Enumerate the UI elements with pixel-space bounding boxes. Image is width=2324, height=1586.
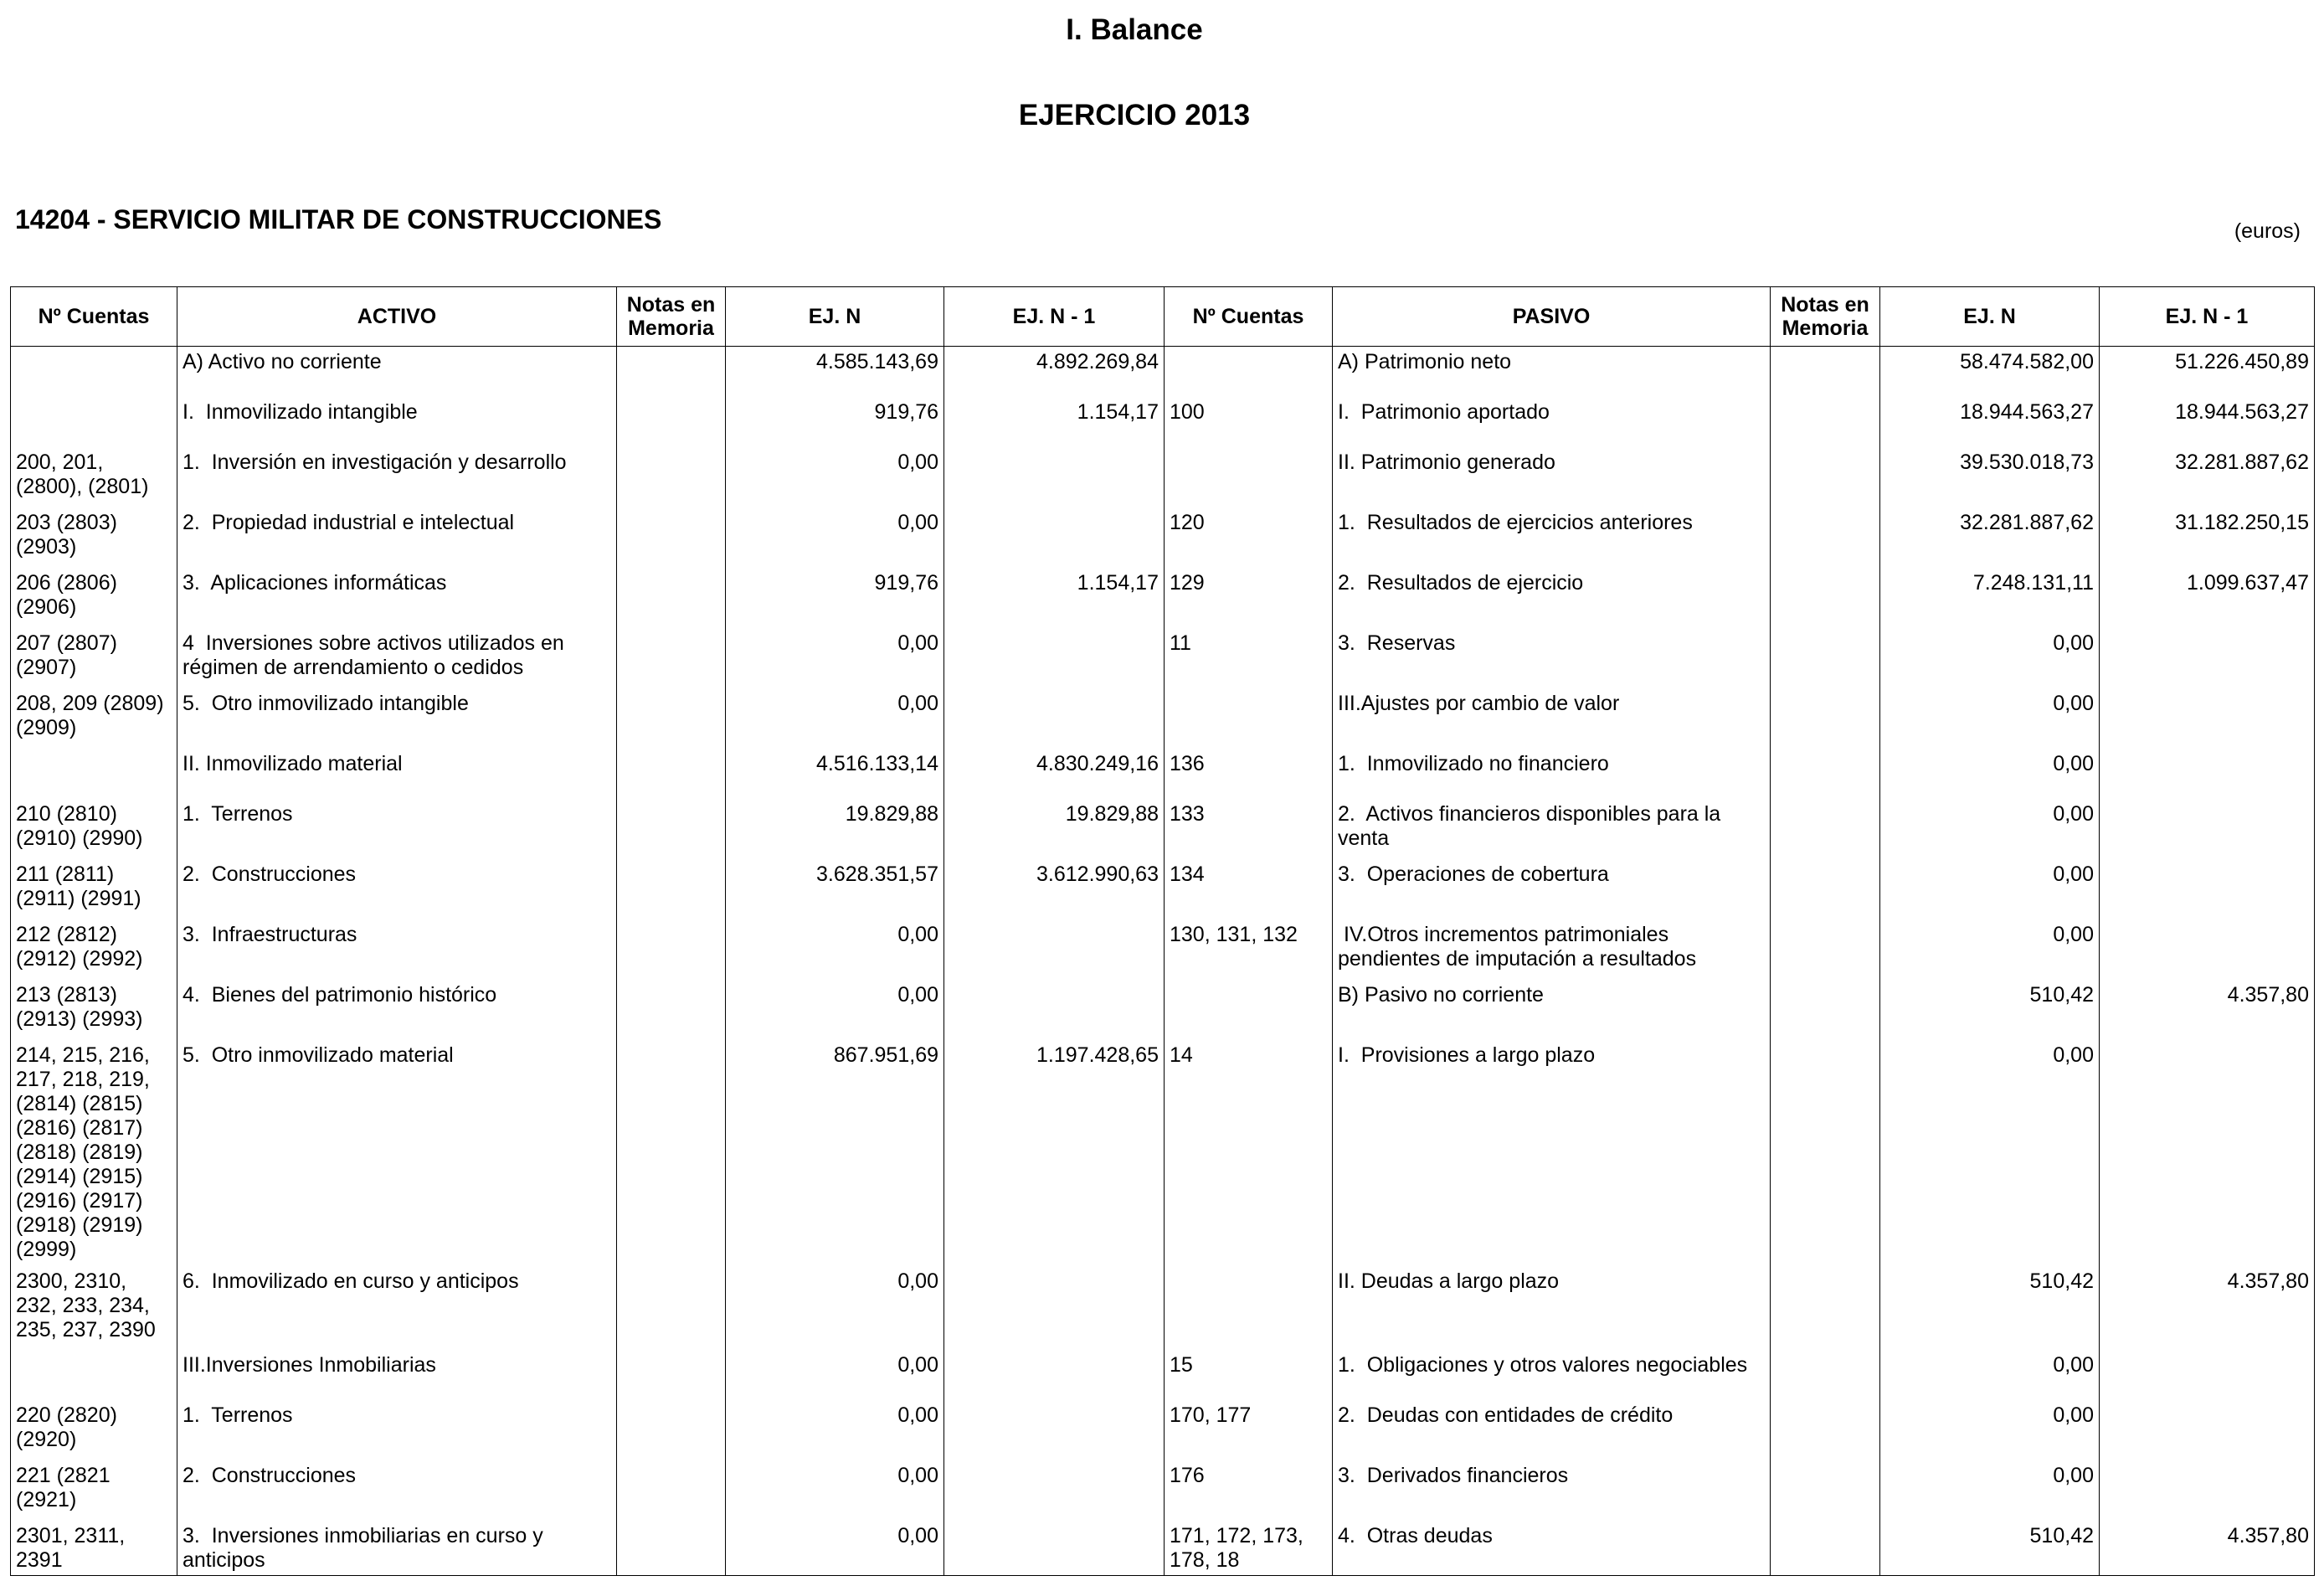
activo-ej-n1-cell xyxy=(944,1400,1165,1460)
activo-notas-cell xyxy=(617,859,726,919)
activo-notas-cell xyxy=(617,507,726,568)
balance-body xyxy=(11,347,2315,1576)
activo-cuentas-cell: 200, 201, (2800), (2801) xyxy=(11,447,177,507)
activo-cuentas-cell: 211 (2811) (2911) (2991) xyxy=(11,859,177,919)
pasivo-ej-n1-cell xyxy=(2100,799,2315,859)
pasivo-ej-n1-cell xyxy=(2100,1040,2315,1266)
pasivo-concepto-cell: IV.Otros incrementos patrimoniales pendientes de imputación a resultados xyxy=(1333,919,1771,980)
activo-concepto-cell: 4 Inversiones sobre activos utilizados en régimen de arrendamiento o cedidos xyxy=(177,628,617,688)
activo-notas-cell xyxy=(617,1400,726,1460)
pasivo-ej-n-cell: 7.248.131,11 xyxy=(1880,568,2100,628)
activo-concepto-cell: 2. Propiedad industrial e intelectual xyxy=(177,507,617,568)
pasivo-concepto-cell: B) Pasivo no corriente xyxy=(1333,980,1771,1040)
pasivo-ej-n-cell: 510,42 xyxy=(1880,980,2100,1040)
pasivo-notas-cell xyxy=(1771,1266,1880,1350)
activo-ej-n-cell: 867.951,69 xyxy=(726,1040,944,1266)
pasivo-cuentas-cell: 170, 177 xyxy=(1165,1400,1333,1460)
activo-notas-cell xyxy=(617,447,726,507)
activo-concepto-cell: 6. Inmovilizado en curso y anticipos xyxy=(177,1266,617,1350)
pasivo-notas-cell xyxy=(1771,507,1880,568)
pasivo-notas-cell xyxy=(1771,1521,1880,1576)
header-activo: ACTIVO xyxy=(177,287,617,347)
document-subtitle: EJERCICIO 2013 xyxy=(1018,99,1251,131)
activo-ej-n1-cell xyxy=(944,1266,1165,1350)
header-activo-ej-n1: EJ. N - 1 xyxy=(944,287,1165,347)
activo-cuentas-cell: 2301, 2311, 2391 xyxy=(11,1521,177,1576)
table-row xyxy=(11,859,2315,919)
pasivo-ej-n1-cell: 1.099.637,47 xyxy=(2100,568,2315,628)
activo-concepto-cell: 5. Otro inmovilizado intangible xyxy=(177,688,617,749)
activo-cuentas-cell: 206 (2806) (2906) xyxy=(11,568,177,628)
pasivo-concepto-cell: 2. Activos financieros disponibles para la venta xyxy=(1333,799,1771,859)
activo-ej-n-cell: 0,00 xyxy=(726,688,944,749)
pasivo-cuentas-cell: 176 xyxy=(1165,1460,1333,1521)
activo-notas-cell xyxy=(617,919,726,980)
pasivo-ej-n-cell: 510,42 xyxy=(1880,1521,2100,1576)
activo-concepto-cell: 5. Otro inmovilizado material xyxy=(177,1040,617,1266)
activo-cuentas-cell: 208, 209 (2809) (2909) xyxy=(11,688,177,749)
pasivo-ej-n1-cell: 51.226.450,89 xyxy=(2100,347,2315,397)
pasivo-ej-n1-cell xyxy=(2100,919,2315,980)
entity-name: 14204 - SERVICIO MILITAR DE CONSTRUCCIONES xyxy=(15,204,662,234)
pasivo-cuentas-cell: 120 xyxy=(1165,507,1333,568)
pasivo-notas-cell xyxy=(1771,1400,1880,1460)
activo-ej-n-cell: 0,00 xyxy=(726,628,944,688)
pasivo-notas-cell xyxy=(1771,1460,1880,1521)
table-row xyxy=(11,1266,2315,1350)
currency-units: (euros) xyxy=(2234,219,2301,243)
activo-ej-n1-cell xyxy=(944,1350,1165,1400)
pasivo-notas-cell xyxy=(1771,397,1880,447)
activo-cuentas-cell: 214, 215, 216, 217, 218, 219, (2814) (2815) (2816) (2817) (2818) (2819) (2914) (2915) (2916) (2917) (2918) (2919) (2999) xyxy=(11,1040,177,1266)
pasivo-concepto-cell: A) Patrimonio neto xyxy=(1333,347,1771,397)
table-row xyxy=(11,1040,2315,1266)
pasivo-ej-n-cell: 0,00 xyxy=(1880,799,2100,859)
pasivo-cuentas-cell xyxy=(1165,347,1333,397)
activo-ej-n1-cell xyxy=(944,628,1165,688)
pasivo-ej-n-cell: 0,00 xyxy=(1880,859,2100,919)
pasivo-ej-n1-cell xyxy=(2100,1400,2315,1460)
table-row xyxy=(11,980,2315,1040)
pasivo-ej-n1-cell: 31.182.250,15 xyxy=(2100,507,2315,568)
activo-concepto-cell: 1. Inversión en investigación y desarrollo xyxy=(177,447,617,507)
header-pasivo: PASIVO xyxy=(1333,287,1771,347)
pasivo-ej-n-cell: 0,00 xyxy=(1880,628,2100,688)
activo-ej-n-cell: 0,00 xyxy=(726,980,944,1040)
activo-notas-cell xyxy=(617,397,726,447)
activo-ej-n-cell: 0,00 xyxy=(726,919,944,980)
pasivo-cuentas-cell: 171, 172, 173, 178, 18 xyxy=(1165,1521,1333,1576)
pasivo-notas-cell xyxy=(1771,447,1880,507)
activo-ej-n-cell: 4.585.143,69 xyxy=(726,347,944,397)
activo-ej-n1-cell: 19.829,88 xyxy=(944,799,1165,859)
activo-ej-n-cell: 19.829,88 xyxy=(726,799,944,859)
pasivo-cuentas-cell: 100 xyxy=(1165,397,1333,447)
activo-ej-n-cell: 0,00 xyxy=(726,1460,944,1521)
activo-notas-cell xyxy=(617,799,726,859)
activo-ej-n1-cell xyxy=(944,1460,1165,1521)
activo-cuentas-cell xyxy=(11,397,177,447)
pasivo-ej-n-cell: 0,00 xyxy=(1880,919,2100,980)
pasivo-cuentas-cell xyxy=(1165,688,1333,749)
pasivo-ej-n1-cell xyxy=(2100,688,2315,749)
activo-ej-n-cell: 0,00 xyxy=(726,447,944,507)
header-pasivo-ej-n: EJ. N xyxy=(1880,287,2100,347)
pasivo-ej-n-cell: 32.281.887,62 xyxy=(1880,507,2100,568)
activo-concepto-cell: 3. Aplicaciones informáticas xyxy=(177,568,617,628)
activo-concepto-cell: 3. Infraestructuras xyxy=(177,919,617,980)
activo-ej-n1-cell: 4.830.249,16 xyxy=(944,749,1165,799)
pasivo-notas-cell xyxy=(1771,1350,1880,1400)
activo-notas-cell xyxy=(617,1350,726,1400)
table-row xyxy=(11,688,2315,749)
pasivo-notas-cell xyxy=(1771,859,1880,919)
activo-concepto-cell: III.Inversiones Inmobiliarias xyxy=(177,1350,617,1400)
pasivo-cuentas-cell: 136 xyxy=(1165,749,1333,799)
activo-ej-n-cell: 3.628.351,57 xyxy=(726,859,944,919)
activo-concepto-cell: A) Activo no corriente xyxy=(177,347,617,397)
pasivo-ej-n-cell: 39.530.018,73 xyxy=(1880,447,2100,507)
pasivo-notas-cell xyxy=(1771,347,1880,397)
pasivo-cuentas-cell: 134 xyxy=(1165,859,1333,919)
header-pasivo-ej-n1: EJ. N - 1 xyxy=(2100,287,2315,347)
pasivo-ej-n1-cell xyxy=(2100,1350,2315,1400)
activo-ej-n1-cell: 1.154,17 xyxy=(944,397,1165,447)
activo-ej-n-cell: 0,00 xyxy=(726,1521,944,1576)
pasivo-cuentas-cell xyxy=(1165,980,1333,1040)
pasivo-ej-n1-cell: 18.944.563,27 xyxy=(2100,397,2315,447)
activo-ej-n-cell: 4.516.133,14 xyxy=(726,749,944,799)
activo-concepto-cell: 4. Bienes del patrimonio histórico xyxy=(177,980,617,1040)
pasivo-notas-cell xyxy=(1771,919,1880,980)
activo-ej-n1-cell: 1.154,17 xyxy=(944,568,1165,628)
activo-ej-n1-cell xyxy=(944,1521,1165,1576)
table-row xyxy=(11,749,2315,799)
table-row xyxy=(11,799,2315,859)
activo-concepto-cell: 1. Terrenos xyxy=(177,1400,617,1460)
activo-cuentas-cell: 2300, 2310, 232, 233, 234, 235, 237, 2390 xyxy=(11,1266,177,1350)
table-row xyxy=(11,1350,2315,1400)
table-row xyxy=(11,347,2315,397)
pasivo-notas-cell xyxy=(1771,980,1880,1040)
table-row xyxy=(11,397,2315,447)
header-row xyxy=(11,287,2315,347)
pasivo-ej-n-cell: 18.944.563,27 xyxy=(1880,397,2100,447)
activo-cuentas-cell xyxy=(11,1350,177,1400)
pasivo-ej-n1-cell xyxy=(2100,859,2315,919)
activo-notas-cell xyxy=(617,1521,726,1576)
activo-cuentas-cell xyxy=(11,749,177,799)
table-row xyxy=(11,1521,2315,1576)
pasivo-cuentas-cell: 11 xyxy=(1165,628,1333,688)
activo-ej-n1-cell xyxy=(944,507,1165,568)
table-row xyxy=(11,1460,2315,1521)
activo-notas-cell xyxy=(617,749,726,799)
pasivo-ej-n-cell: 0,00 xyxy=(1880,1040,2100,1266)
pasivo-notas-cell xyxy=(1771,799,1880,859)
pasivo-concepto-cell: 3. Derivados financieros xyxy=(1333,1460,1771,1521)
activo-cuentas-cell: 220 (2820) (2920) xyxy=(11,1400,177,1460)
pasivo-ej-n-cell: 58.474.582,00 xyxy=(1880,347,2100,397)
pasivo-ej-n-cell: 0,00 xyxy=(1880,688,2100,749)
table-row xyxy=(11,447,2315,507)
pasivo-notas-cell xyxy=(1771,568,1880,628)
pasivo-concepto-cell: III.Ajustes por cambio de valor xyxy=(1333,688,1771,749)
activo-cuentas-cell: 207 (2807) (2907) xyxy=(11,628,177,688)
activo-notas-cell xyxy=(617,980,726,1040)
header-activo-notas: Notas en Memoria xyxy=(617,287,726,347)
pasivo-ej-n1-cell: 4.357,80 xyxy=(2100,1266,2315,1350)
pasivo-cuentas-cell xyxy=(1165,447,1333,507)
activo-ej-n1-cell: 3.612.990,63 xyxy=(944,859,1165,919)
pasivo-ej-n1-cell: 32.281.887,62 xyxy=(2100,447,2315,507)
activo-ej-n-cell: 0,00 xyxy=(726,1400,944,1460)
activo-cuentas-cell: 221 (2821 (2921) xyxy=(11,1460,177,1521)
header-pasivo-notas: Notas en Memoria xyxy=(1771,287,1880,347)
pasivo-cuentas-cell: 15 xyxy=(1165,1350,1333,1400)
header-activo-cuentas: Nº Cuentas xyxy=(11,287,177,347)
pasivo-concepto-cell: 2. Deudas con entidades de crédito xyxy=(1333,1400,1771,1460)
pasivo-concepto-cell: II. Deudas a largo plazo xyxy=(1333,1266,1771,1350)
activo-cuentas-cell xyxy=(11,347,177,397)
activo-concepto-cell: II. Inmovilizado material xyxy=(177,749,617,799)
activo-notas-cell xyxy=(617,347,726,397)
activo-concepto-cell: 2. Construcciones xyxy=(177,859,617,919)
table-row xyxy=(11,628,2315,688)
pasivo-ej-n-cell: 0,00 xyxy=(1880,749,2100,799)
pasivo-concepto-cell: 1. Resultados de ejercicios anteriores xyxy=(1333,507,1771,568)
activo-ej-n1-cell xyxy=(944,688,1165,749)
activo-notas-cell xyxy=(617,1040,726,1266)
activo-ej-n-cell: 0,00 xyxy=(726,507,944,568)
balance-table xyxy=(10,286,2315,1576)
pasivo-ej-n-cell: 510,42 xyxy=(1880,1266,2100,1350)
pasivo-notas-cell xyxy=(1771,749,1880,799)
pasivo-ej-n1-cell: 4.357,80 xyxy=(2100,980,2315,1040)
table-row xyxy=(11,1400,2315,1460)
pasivo-concepto-cell: 1. Inmovilizado no financiero xyxy=(1333,749,1771,799)
activo-cuentas-cell: 210 (2810) (2910) (2990) xyxy=(11,799,177,859)
pasivo-ej-n-cell: 0,00 xyxy=(1880,1400,2100,1460)
pasivo-cuentas-cell: 14 xyxy=(1165,1040,1333,1266)
pasivo-cuentas-cell: 130, 131, 132 xyxy=(1165,919,1333,980)
table-row xyxy=(11,507,2315,568)
pasivo-concepto-cell: 2. Resultados de ejercicio xyxy=(1333,568,1771,628)
pasivo-ej-n-cell: 0,00 xyxy=(1880,1460,2100,1521)
pasivo-ej-n-cell: 0,00 xyxy=(1880,1350,2100,1400)
pasivo-concepto-cell: 3. Reservas xyxy=(1333,628,1771,688)
activo-notas-cell xyxy=(617,628,726,688)
activo-ej-n1-cell xyxy=(944,919,1165,980)
activo-concepto-cell: 2. Construcciones xyxy=(177,1460,617,1521)
pasivo-cuentas-cell: 129 xyxy=(1165,568,1333,628)
activo-concepto-cell: 3. Inversiones inmobiliarias en curso y anticipos xyxy=(177,1521,617,1576)
activo-cuentas-cell: 213 (2813) (2913) (2993) xyxy=(11,980,177,1040)
activo-concepto-cell: I. Inmovilizado intangible xyxy=(177,397,617,447)
activo-cuentas-cell: 203 (2803) (2903) xyxy=(11,507,177,568)
activo-ej-n1-cell: 1.197.428,65 xyxy=(944,1040,1165,1266)
header-activo-ej-n: EJ. N xyxy=(726,287,944,347)
pasivo-ej-n1-cell xyxy=(2100,1460,2315,1521)
activo-ej-n-cell: 0,00 xyxy=(726,1266,944,1350)
activo-notas-cell xyxy=(617,1266,726,1350)
pasivo-ej-n1-cell: 4.357,80 xyxy=(2100,1521,2315,1576)
pasivo-notas-cell xyxy=(1771,688,1880,749)
activo-ej-n1-cell xyxy=(944,980,1165,1040)
activo-ej-n1-cell xyxy=(944,447,1165,507)
activo-concepto-cell: 1. Terrenos xyxy=(177,799,617,859)
pasivo-concepto-cell: 4. Otras deudas xyxy=(1333,1521,1771,1576)
pasivo-cuentas-cell: 133 xyxy=(1165,799,1333,859)
activo-notas-cell xyxy=(617,688,726,749)
pasivo-ej-n1-cell xyxy=(2100,628,2315,688)
activo-ej-n1-cell: 4.892.269,84 xyxy=(944,347,1165,397)
pasivo-concepto-cell: II. Patrimonio generado xyxy=(1333,447,1771,507)
activo-notas-cell xyxy=(617,1460,726,1521)
activo-cuentas-cell: 212 (2812) (2912) (2992) xyxy=(11,919,177,980)
table-row xyxy=(11,568,2315,628)
pasivo-concepto-cell: I. Patrimonio aportado xyxy=(1333,397,1771,447)
table-row xyxy=(11,919,2315,980)
pasivo-concepto-cell: I. Provisiones a largo plazo xyxy=(1333,1040,1771,1266)
activo-ej-n-cell: 919,76 xyxy=(726,397,944,447)
activo-notas-cell xyxy=(617,568,726,628)
activo-ej-n-cell: 919,76 xyxy=(726,568,944,628)
activo-ej-n-cell: 0,00 xyxy=(726,1350,944,1400)
pasivo-notas-cell xyxy=(1771,628,1880,688)
document-title: I. Balance xyxy=(1066,13,1203,46)
header-pasivo-cuentas: Nº Cuentas xyxy=(1165,287,1333,347)
pasivo-concepto-cell: 3. Operaciones de cobertura xyxy=(1333,859,1771,919)
pasivo-cuentas-cell xyxy=(1165,1266,1333,1350)
pasivo-notas-cell xyxy=(1771,1040,1880,1266)
pasivo-concepto-cell: 1. Obligaciones y otros valores negociables xyxy=(1333,1350,1771,1400)
pasivo-ej-n1-cell xyxy=(2100,749,2315,799)
